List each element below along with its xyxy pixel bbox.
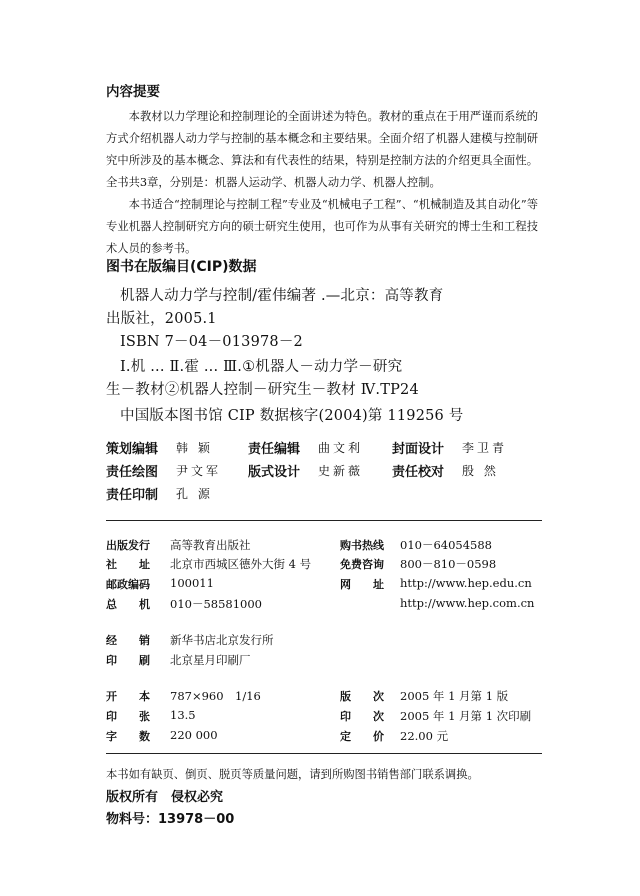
summary-paragraph-1: 本教材以力学理论和控制理论的全面讲述为特色。教材的重点在于用严谨而系统的方式介绍机器人动力学与控制的基本概念和主要结果。全面介绍了机器人建模与控制研究中所涉及的基本概念、算法和有代表性的结果，特别是控制方法的介绍更具全面性。全书共3章，分别是：机器人运动学、机器人动力学、机器人控制。: [106, 110, 538, 189]
spec-value: 787×960 1/16: [170, 689, 261, 703]
publisher-label: 邮政编码: [106, 578, 150, 591]
publisher-value: 010－58581000: [170, 597, 262, 611]
divider-top: [106, 520, 542, 521]
publisher-value: 010－64054588: [400, 538, 492, 552]
editor-label: 责任印制: [106, 488, 159, 503]
cip-heading: 图书在版编目(CIP)数据: [106, 259, 257, 275]
spec-value: 13.5: [170, 708, 196, 722]
price-value: 22.00 元: [400, 729, 449, 743]
cip-line-subjects-cont: 生－教材②机器人控制－研究生－教材 Ⅳ.TP24: [106, 382, 419, 398]
spec-label: 印 次: [340, 710, 384, 723]
distribution-label: 经 销: [106, 634, 150, 647]
copyright-notice: 版权所有 侵权必究: [106, 790, 224, 805]
editor-name: 尹文军: [176, 464, 222, 478]
cip-line-title: 机器人动力学与控制/霍伟编著 .—北京：高等教育: [120, 288, 444, 304]
editor-name: 韩 颖: [176, 441, 213, 455]
editor-name: 李卫青: [462, 441, 508, 455]
editor-label: 责任校对: [392, 465, 445, 480]
publisher-label: 出版发行: [106, 539, 150, 552]
cip-line-publisher: 出版社，2005.1: [106, 311, 217, 327]
editor-label: 封面设计: [392, 442, 445, 457]
editor-name: 孔 源: [176, 487, 213, 501]
distribution-value: 北京星月印刷厂: [170, 653, 251, 667]
editor-label: 版式设计: [248, 465, 301, 480]
editor-name: 殷 然: [462, 464, 499, 478]
spec-value: 2005 年 1 月第 1 次印刷: [400, 709, 532, 723]
publisher-value: 北京市西城区德外大街 4 号: [170, 557, 312, 571]
spec-label: 印 张: [106, 710, 150, 723]
spec-label: 定 价: [340, 730, 384, 743]
editor-name: 史新薇: [318, 464, 364, 478]
cip-line-subjects: Ⅰ.机 ... Ⅱ.霍 ... Ⅲ.①机器人－动力学－研究: [120, 359, 403, 375]
publisher-label: 社 址: [106, 558, 150, 571]
website-link[interactable]: http://www.hep.com.cn: [400, 596, 535, 610]
spec-label: 版 次: [340, 690, 384, 703]
spec-label: 开 本: [106, 690, 150, 703]
spec-value: 220 000: [170, 728, 218, 742]
website-link[interactable]: http://www.hep.edu.cn: [400, 576, 532, 590]
publisher-value: 800－810－0598: [400, 557, 497, 571]
publisher-value: 100011: [170, 576, 214, 590]
summary-paragraph-2: 本书适合“控制理论与控制工程”专业及“机械电子工程”、“机械制造及其自动化”等专业机器人控制研究方向的硕士研究生使用，也可作为从事有关研究的博士生和工程技术人员的参考书。: [106, 198, 538, 255]
publisher-label: 购书热线: [340, 539, 384, 552]
publisher-value: 高等教育出版社: [170, 538, 251, 552]
divider-bottom: [106, 753, 542, 754]
editor-name: 曲文利: [318, 441, 364, 455]
spec-value: 2005 年 1 月第 1 版: [400, 689, 509, 703]
editor-label: 策划编辑: [106, 442, 159, 457]
material-number: 物料号：13978－00: [106, 812, 235, 827]
cip-line-record: 中国版本图书馆 CIP 数据核字(2004)第 119256 号: [120, 408, 464, 424]
distribution-label: 印 刷: [106, 654, 150, 667]
publisher-label: 免费咨询: [340, 558, 384, 571]
summary-heading: 内容提要: [106, 84, 160, 100]
spec-label: 字 数: [106, 730, 150, 743]
quality-note: 本书如有缺页、倒页、脱页等质量问题，请到所购图书销售部门联系调换。: [106, 768, 479, 781]
distribution-value: 新华书店北京发行所: [170, 633, 274, 647]
editor-label: 责任编辑: [248, 442, 301, 457]
cip-line-isbn: ISBN 7－04－013978－2: [120, 334, 303, 350]
publisher-label: 总 机: [106, 598, 150, 611]
publisher-label: 网 址: [340, 578, 384, 591]
editor-label: 责任绘图: [106, 465, 159, 480]
